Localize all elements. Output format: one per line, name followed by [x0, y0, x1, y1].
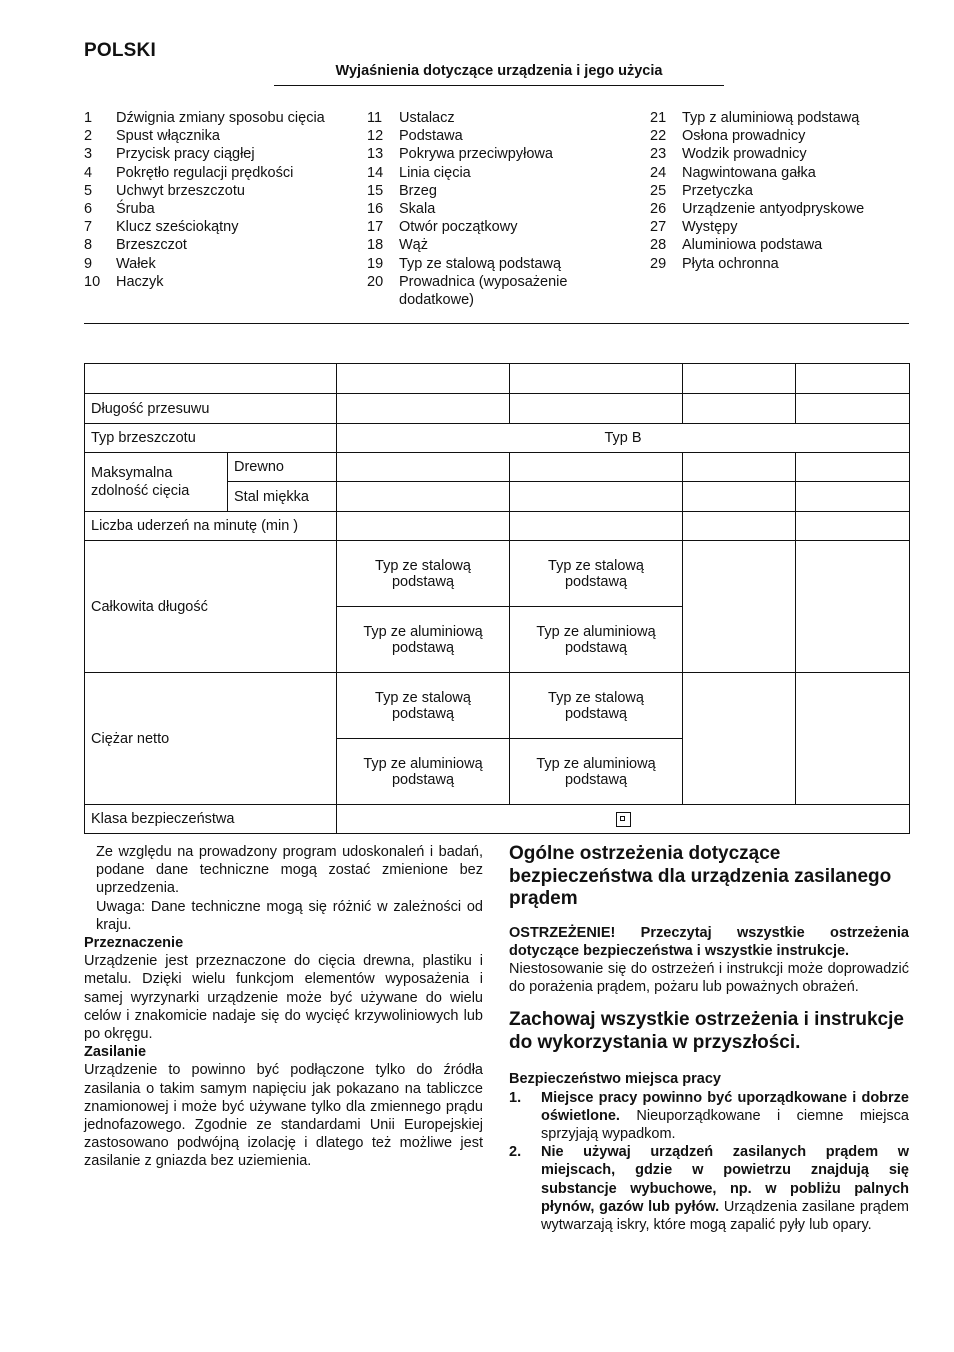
parts-list-item — [650, 218, 920, 236]
parts-list-item — [367, 200, 617, 218]
power-text: Urządzenie to powinno być podłączone tylko do źródła zasilania o takim samym napięciu jak pokazano na tabliczce znamionowej i może być używane tylko dla zmiennego prądu jednofazowego. Zgodnie ze standardami Unii Europejskiej zastosowano podwójną izolację i dlatego też możliwe jest zasilanie z gniazda bez uziemienia. — [84, 1062, 483, 1170]
part-label: Brzeszczot — [116, 237, 187, 254]
list-item — [509, 1143, 909, 1234]
part-number: 5 — [84, 182, 93, 199]
part-label: Spust włącznika — [116, 128, 220, 145]
alu-base-type: Typ ze aluminiową podstawą — [337, 607, 510, 673]
parts-list-item — [650, 145, 920, 163]
parts-list-item — [650, 127, 920, 145]
part-label: Prowadnica (wyposażenie dodatkowe) — [399, 273, 568, 309]
part-label: Brzeg — [399, 182, 437, 199]
part-number: 25 — [650, 182, 667, 199]
parts-list-item — [367, 182, 617, 200]
part-number: 28 — [650, 237, 667, 254]
part-label: Wodzik prowadnicy — [682, 146, 807, 163]
part-number: 3 — [84, 146, 93, 163]
alu-base-type: Typ ze aluminiową podstawą — [510, 739, 683, 805]
warning-bold: OSTRZEŻENIE! Przeczytaj wszystkie ostrzeżenia dotyczące bezpieczeństwa i wszystkie instrukcje. — [509, 924, 909, 959]
list-item-number: 1. — [509, 1089, 522, 1106]
part-number: 24 — [650, 164, 667, 181]
part-number: 2 — [84, 128, 93, 145]
parts-list-column-1 — [84, 109, 334, 291]
part-label: Aluminiowa podstawa — [682, 237, 823, 254]
part-number: 8 — [84, 237, 93, 254]
spec-row-weight-steel — [85, 673, 910, 739]
spec-row-stroke — [85, 394, 910, 424]
part-label: Urządzenie antyodpryskowe — [682, 201, 865, 218]
part-label: Wałek — [116, 255, 156, 272]
net-weight-label: Ciężar netto — [85, 673, 337, 805]
parts-list-item — [650, 200, 920, 218]
part-label: Osłona prowadnicy — [682, 128, 806, 145]
list-item-bold: Nie używaj urządzeń zasilanych prądem w miejscach, gdzie w powietrzu znajdują się substancje wybuchowe, np. w pobliżu palnych płynów, gazów lub pyłów. — [541, 1144, 909, 1215]
parts-list-item — [367, 164, 617, 182]
list-item — [509, 1089, 909, 1144]
spec-row-safety — [85, 805, 910, 834]
part-label: Ustalacz — [399, 110, 455, 126]
parts-list-item — [84, 236, 334, 254]
mild-steel-label: Stal miękka — [228, 482, 337, 512]
divider — [84, 323, 909, 324]
part-number: 20 — [367, 273, 384, 290]
part-number: 6 — [84, 201, 93, 218]
parts-list-item — [367, 255, 617, 273]
parts-list-item — [367, 109, 617, 127]
part-label: Śruba — [116, 201, 155, 218]
purpose-heading: Przeznaczenie — [84, 935, 184, 952]
section-subtitle: Wyjaśnienia dotyczące urządzenia i jego użycia — [274, 63, 724, 86]
parts-list-item — [84, 164, 334, 182]
spec-row-wood — [85, 453, 910, 482]
parts-list-item — [84, 127, 334, 145]
purpose-text: Urządzenie jest przeznaczone do cięcia drewna, plastiku i metalu. Dzięki wielu funkcjom elementów wyposażenia i samej wyrzynarki urządzenie może być używane do wielu celów i znakomicie nadaje się do wycięć krzywoliniowych lub po okręgu. — [84, 953, 483, 1043]
part-label: Uchwyt brzeszczotu — [116, 182, 245, 199]
part-number: 29 — [650, 255, 667, 272]
double-insulation-icon — [616, 812, 631, 827]
list-item-bold: Miejsce pracy powinno być uporządkowane i dobrze oświetlone. — [541, 1089, 909, 1124]
part-label: Pokrętło regulacji prędkości — [116, 164, 294, 181]
parts-list-item — [367, 127, 617, 145]
part-label: Przycisk pracy ciągłej — [116, 146, 255, 163]
max-capacity-label: Maksymalna zdolność cięcia — [85, 453, 228, 512]
parts-list-item — [84, 218, 334, 236]
part-number: 18 — [367, 237, 384, 254]
part-label: Wąż — [399, 237, 428, 254]
parts-list-item — [84, 182, 334, 200]
blade-type-label: Typ brzeszczotu — [85, 424, 337, 453]
parts-list-item — [84, 273, 334, 291]
parts-list-item — [84, 200, 334, 218]
blade-type-value: Typ B — [337, 424, 910, 453]
part-number: 7 — [84, 219, 93, 236]
wood-label: Drewno — [228, 453, 337, 482]
parts-list-column-2 — [367, 109, 617, 309]
alu-base-type: Typ ze aluminiową podstawą — [337, 739, 510, 805]
part-number: 13 — [367, 146, 384, 163]
part-label: Dźwignia zmiany sposobu cięcia — [116, 110, 325, 126]
parts-list-item — [84, 255, 334, 273]
parts-list-item — [650, 109, 920, 127]
spec-header-row — [85, 364, 910, 394]
part-label: Przetyczka — [682, 182, 753, 199]
part-label: Klucz sześciokątny — [116, 219, 239, 236]
part-label: Otwór początkowy — [399, 219, 518, 236]
part-label: Typ ze stalową podstawą — [399, 255, 562, 272]
part-label: Pokrywa przeciwpyłowa — [399, 146, 553, 163]
parts-list-item — [84, 109, 334, 127]
power-heading: Zasilanie — [84, 1044, 147, 1061]
part-label: Płyta ochronna — [682, 255, 779, 272]
part-number: 15 — [367, 182, 384, 199]
general-safety-heading: Ogólne ostrzeżenia dotyczące bezpieczeństwa dla urządzenia zasilanego prądem — [509, 843, 892, 909]
part-number: 26 — [650, 201, 667, 218]
warning-text: Niestosowanie się do ostrzeżeń i instrukcji może doprowadzić do porażenia prądem, pożaru lub poważnych obrażeń. — [509, 960, 909, 996]
part-number: 17 — [367, 219, 384, 236]
parts-list-item — [84, 145, 334, 163]
part-number: 4 — [84, 164, 93, 181]
right-column — [509, 843, 909, 1234]
part-label: Linia cięcia — [399, 164, 471, 181]
part-number: 23 — [650, 146, 667, 163]
spec-table — [84, 363, 910, 834]
parts-list-item — [650, 255, 920, 273]
part-number: 10 — [84, 273, 101, 290]
parts-list-column-3 — [650, 109, 920, 273]
language-title: POLSKI — [84, 40, 156, 61]
part-number: 19 — [367, 255, 384, 272]
spec-row-spm — [85, 512, 910, 541]
part-number: 27 — [650, 219, 667, 236]
spec-note: Ze względu na prowadzony program udoskonaleń i badań, podane dane techniczne mogą zostać zmienione bez uprzedzenia. — [96, 844, 483, 897]
parts-list-item — [650, 236, 920, 254]
part-number: 16 — [367, 201, 384, 218]
strokes-per-minute-label: Liczba uderzeń na minutę (min ) — [85, 512, 337, 541]
list-item-text: Nieuporządkowane i ciemne miejsca sprzyjają wypadkom. — [541, 1107, 909, 1142]
parts-list-item — [367, 145, 617, 163]
parts-list-item — [367, 273, 617, 309]
list-item-number: 2. — [509, 1144, 522, 1161]
part-label: Podstawa — [399, 128, 463, 145]
spec-row-blade — [85, 424, 910, 453]
part-label: Haczyk — [116, 273, 164, 290]
left-column — [84, 843, 483, 1171]
part-number: 1 — [84, 110, 93, 126]
part-label: Skala — [399, 201, 436, 218]
steel-base-type: Typ ze stalową podstawą — [510, 673, 683, 739]
part-number: 9 — [84, 255, 93, 272]
part-label: Typ z aluminiową podstawą — [682, 110, 860, 126]
part-number: 22 — [650, 128, 667, 145]
part-label: Występy — [682, 219, 738, 236]
parts-list-item — [367, 218, 617, 236]
parts-list-item — [650, 182, 920, 200]
list-item-text: Urządzenia zasilane prądem wytwarzają iskry, które mogą zapalić pyły lub opary. — [541, 1198, 909, 1233]
keep-instructions-heading: Zachowaj wszystkie ostrzeżenia i instrukcje do wykorzystania w przyszłości. — [509, 1009, 904, 1053]
steel-base-type: Typ ze stalową podstawą — [337, 673, 510, 739]
workplace-safety-heading: Bezpieczeństwo miejsca pracy — [509, 1071, 721, 1088]
stroke-length-label: Długość przesuwu — [85, 394, 337, 424]
alu-base-type: Typ ze aluminiową podstawą — [510, 607, 683, 673]
part-number: 14 — [367, 164, 384, 181]
part-label: Nagwintowana gałka — [682, 164, 816, 181]
parts-list-item — [367, 236, 617, 254]
steel-base-type: Typ ze stalową podstawą — [337, 541, 510, 607]
spec-row-length-steel — [85, 541, 910, 607]
safety-class-label: Klasa bezpieczeństwa — [85, 805, 337, 834]
part-number: 21 — [650, 110, 667, 126]
parts-list-item — [650, 164, 920, 182]
spec-note-country: Uwaga: Dane techniczne mogą się różnić w zależności od kraju. — [96, 898, 483, 933]
overall-length-label: Całkowita długość — [85, 541, 337, 673]
part-number: 11 — [367, 110, 383, 126]
steel-base-type: Typ ze stalową podstawą — [510, 541, 683, 607]
part-number: 12 — [367, 128, 384, 145]
